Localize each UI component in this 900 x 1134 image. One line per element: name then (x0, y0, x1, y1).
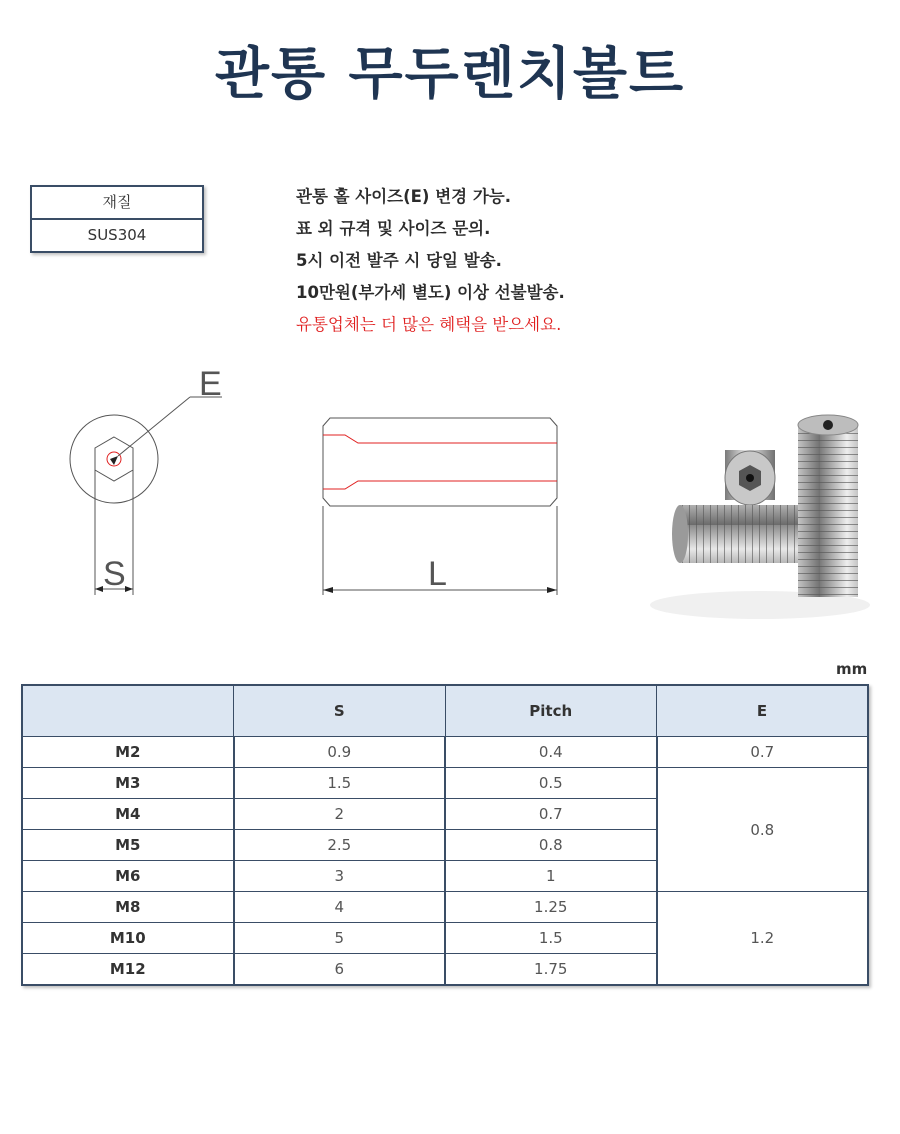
s-cell: 2 (234, 799, 446, 830)
drawing-label-s: S (103, 555, 126, 593)
technical-drawing (0, 355, 600, 605)
material-header: 재질 (32, 187, 202, 220)
pitch-cell: 0.8 (445, 830, 657, 861)
size-cell: M5 (22, 830, 234, 861)
unit-label: mm (836, 660, 868, 678)
notes-list (296, 184, 565, 344)
table-row (22, 737, 868, 768)
product-photo (640, 405, 880, 635)
pitch-cell: 0.7 (445, 799, 657, 830)
note-item: 5시 이전 발주 시 당일 발송. (296, 251, 502, 270)
e-cell: 1.2 (657, 892, 869, 986)
table-header-row (22, 685, 868, 737)
pitch-cell: 1.25 (445, 892, 657, 923)
pitch-cell: 1.5 (445, 923, 657, 954)
size-cell: M12 (22, 954, 234, 986)
pitch-cell: 0.4 (445, 737, 657, 768)
note-item: 10만원(부가세 별도) 이상 선불발송. (296, 283, 565, 302)
header-cell-e: E (657, 685, 869, 737)
pitch-cell: 1.75 (445, 954, 657, 986)
size-cell: M4 (22, 799, 234, 830)
size-cell: M2 (22, 737, 234, 768)
s-cell: 4 (234, 892, 446, 923)
header-cell-size (22, 685, 234, 737)
material-value: SUS304 (87, 226, 147, 244)
note-item-highlight: 유통업체는 더 많은 혜택을 받으세요. (296, 315, 562, 334)
header-cell-pitch: Pitch (445, 685, 657, 737)
s-cell: 6 (234, 954, 446, 986)
page-title: 관통 무두렌치볼트 (214, 42, 686, 107)
s-cell: 3 (234, 861, 446, 892)
s-cell: 1.5 (234, 768, 446, 799)
note-item: 관통 홀 사이즈(E) 변경 가능. (296, 187, 511, 206)
pitch-cell: 0.5 (445, 768, 657, 799)
size-cell: M3 (22, 768, 234, 799)
size-cell: M10 (22, 923, 234, 954)
drawing-label-e: E (199, 365, 222, 403)
s-cell: 2.5 (234, 830, 446, 861)
table-row (22, 892, 868, 923)
note-item: 표 외 규격 및 사이즈 문의. (296, 219, 491, 238)
spec-table (21, 684, 869, 986)
e-cell: 0.8 (657, 768, 869, 892)
table-row (22, 768, 868, 799)
s-cell: 0.9 (234, 737, 446, 768)
material-box (30, 185, 204, 253)
pitch-cell: 1 (445, 861, 657, 892)
s-cell: 5 (234, 923, 446, 954)
drawing-label-l: L (428, 555, 447, 593)
side-view-outline (323, 418, 557, 506)
header-cell-s: S (234, 685, 446, 737)
through-hole-lines (323, 435, 557, 489)
size-cell: M6 (22, 861, 234, 892)
size-cell: M8 (22, 892, 234, 923)
e-cell: 0.7 (657, 737, 869, 768)
